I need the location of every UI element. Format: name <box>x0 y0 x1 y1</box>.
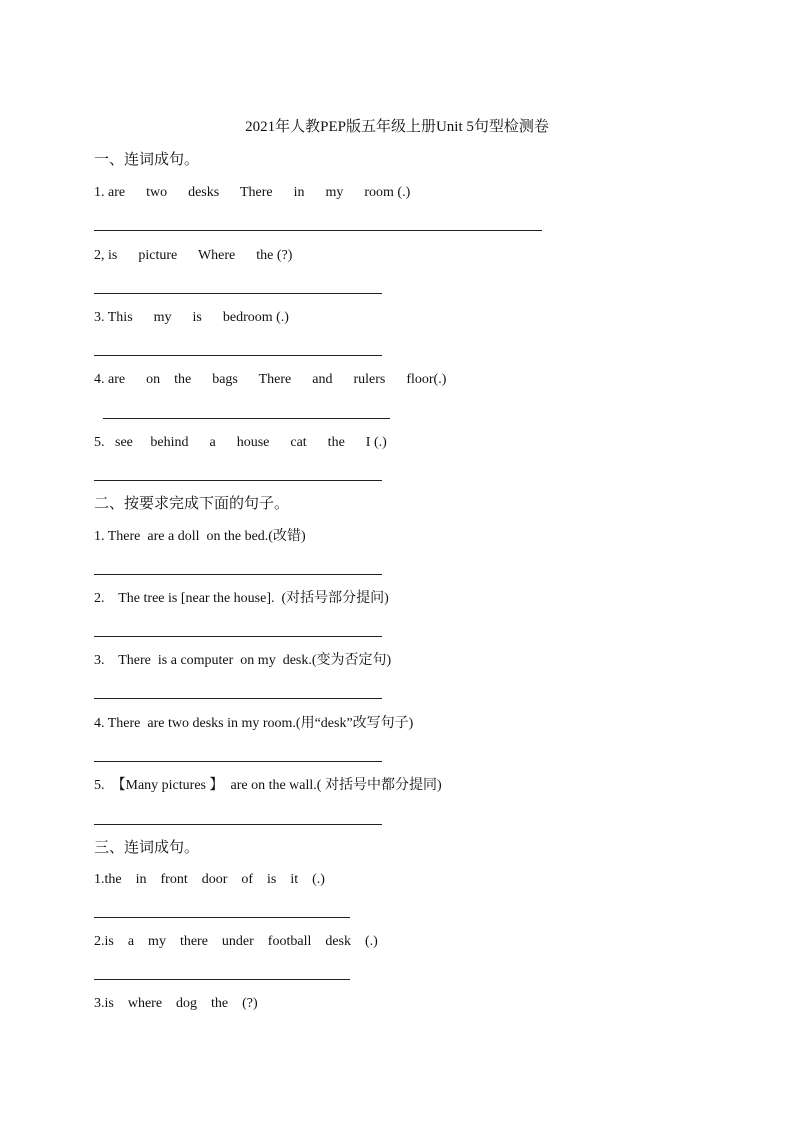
s1-answer-line-3[interactable] <box>94 355 382 356</box>
s2-answer-line-1[interactable] <box>94 574 382 575</box>
s1-question-2: 2, is picture Where the (?) <box>94 248 293 263</box>
section-1-heading: 一、连词成句。 <box>94 152 200 168</box>
s3-question-3: 3.is where dog the (?) <box>94 996 258 1011</box>
s1-question-5: 5. see behind a house cat the I (.) <box>94 435 387 450</box>
s3-question-1: 1.the in front door of is it (.) <box>94 872 325 887</box>
s1-answer-line-2[interactable] <box>94 293 382 294</box>
s2-question-5: 5. 【Many pictures 】 are on the wall.( 对括号中都分提同) <box>94 778 442 793</box>
s2-answer-line-5[interactable] <box>94 824 382 825</box>
s2-question-2: 2. The tree is [near the house]. (对括号部分提问) <box>94 591 389 606</box>
s2-answer-line-4[interactable] <box>94 761 382 762</box>
s1-answer-line-5[interactable] <box>94 480 382 481</box>
s3-answer-line-1[interactable] <box>94 917 350 918</box>
s2-answer-line-3[interactable] <box>94 698 382 699</box>
s1-question-1: 1. are two desks There in my room (.) <box>94 185 411 200</box>
s2-question-1: 1. There are a doll on the bed.(改错) <box>94 529 306 544</box>
s2-question-4: 4. There are two desks in my room.(用“desk”改写句子) <box>94 716 414 731</box>
section-3-heading: 三、连词成句。 <box>94 840 200 856</box>
s1-answer-line-4[interactable] <box>103 418 390 419</box>
s2-question-3: 3. There is a computer on my desk.(变为否定句) <box>94 653 392 668</box>
page-title: 2021年人教PEP版五年级上册Unit 5句型检测卷 <box>245 119 549 135</box>
s3-answer-line-2[interactable] <box>94 979 350 980</box>
s2-answer-line-2[interactable] <box>94 636 382 637</box>
section-2-heading: 二、按要求完成下面的句子。 <box>94 496 290 512</box>
s1-answer-line-1[interactable] <box>94 230 542 231</box>
s1-question-4: 4. are on the bags There and rulers floor(.) <box>94 372 447 387</box>
s3-question-2: 2.is a my there under football desk (.) <box>94 934 378 949</box>
s1-question-3: 3. This my is bedroom (.) <box>94 310 289 325</box>
